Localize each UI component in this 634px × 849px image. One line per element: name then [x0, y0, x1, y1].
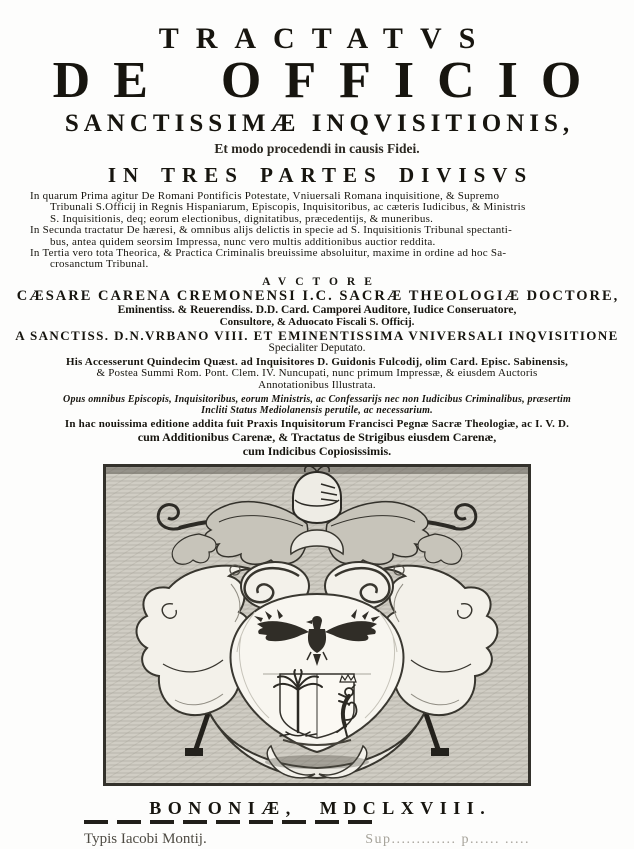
part3-line2: crosanctum Tribunal. — [50, 258, 149, 271]
accessions-line2: & Postea Summi Rom. Pont. Clem. IV. Nuncupati, nunc primum Impressæ, & eiusdem Auctoris — [96, 367, 538, 380]
accessions-block — [0, 357, 634, 391]
title-line-1: TRACTATVS — [158, 22, 493, 55]
imprint-rule — [84, 820, 380, 824]
crown-icon — [340, 675, 356, 682]
part1-line3: S. Inquisitionis, deq; eorum electionibus, dignitatibus, præcedentijs, & muneribus. — [50, 212, 434, 225]
part3-line1: In Tertia vero tota Theorica, & Practica Criminalis breuissime absoluitur, maxime in ordine ad hoc Sa- — [30, 247, 507, 260]
accessions-line1: His Accesserunt Quindecim Quæst. ad Inquisitores D. Guidonis Fulcodij, olim Card. Episc. Sabinensis, — [65, 355, 569, 368]
title-line-3: SANCTISSIMÆ INQVISITIONIS, — [64, 110, 575, 137]
imprint-printer: Typis Iacobi Montij. — [84, 831, 207, 848]
part2-line1: In Secunda tractatur De hæresi, & omnibus alijs delictis in specie ad S. Inquisitionis Tribunal spectanti- — [30, 224, 513, 237]
armorial-emblem — [103, 464, 531, 786]
edition-line3: cum Indicibus Copiosissimis. — [242, 444, 392, 459]
part1-line1: In quarum Prima agitur De Romani Pontificis Potestate, Vniuersali Romana inquisitione, & Supremo — [30, 190, 500, 202]
dedication-line: A SANCTISS. D.N.VRBANO VIII. ET EMINENTISSIMA VNIVERSALI INQVISITIONE — [15, 327, 619, 343]
imprint-row — [84, 830, 530, 849]
imprint-permission: Sup............. p...... ..... — [365, 832, 530, 848]
opus-block — [0, 395, 634, 416]
division-parts — [30, 191, 604, 271]
author-titles-1: Eminentiss. & Reuerendiss. D.D. Card. Camporei Auditore, Iudice Conseruatore, — [117, 303, 517, 316]
accessions-line3: Annotationibus Illustrata. — [258, 378, 376, 391]
author-titles-2: Consultore, & Aduocato Fiscali S. Officij. — [219, 315, 415, 328]
author-name: CÆSARE CARENA CREMONENSI I.C. SACRÆ THEOLOGIÆ DOCTORE, — [16, 287, 620, 304]
opus-line1: Opus omnibus Episcopis, Inquisitoribus, eorum Ministris, ac Confessarijs nec non Iudicibus Criminalibus, præsertim — [63, 394, 571, 406]
edition-line1: In hac nouissima editione addita fuit Praxis Inquisitorum Francisci Pegnæ Sacræ Theologiæ, ac I. V. D. — [64, 418, 570, 431]
author-label: AVCTORE — [262, 275, 381, 288]
opus-line2: Incliti Status Mediolanensis perutile, ac necessarium. — [201, 404, 433, 416]
edition-line2: cum Additionibus Carenæ, & Tractatus de Strigibus eiusdem Carenæ, — [137, 430, 497, 445]
subtitle: Et modo procedendi in causis Fidei. — [214, 141, 420, 156]
part1-line2: Tribunali S.Officij in Regnis Hispaniarum, Episcopis, Inquisitoribus, ac cæteris Iudicibus, & Ministris — [50, 201, 526, 214]
imprint-place-year: BONONIÆ, MDCLXVIII. — [149, 798, 492, 819]
title-line-2: DE OFFICIO — [52, 52, 605, 109]
division-heading: IN TRES PARTES DIVISVS — [107, 163, 534, 187]
dedication-line-2: Specialiter Deputato. — [268, 341, 366, 354]
part2-line2: bus, antea quidem seorsim Impressa, nunc vero multis additionibus auctior reddita. — [50, 235, 436, 248]
